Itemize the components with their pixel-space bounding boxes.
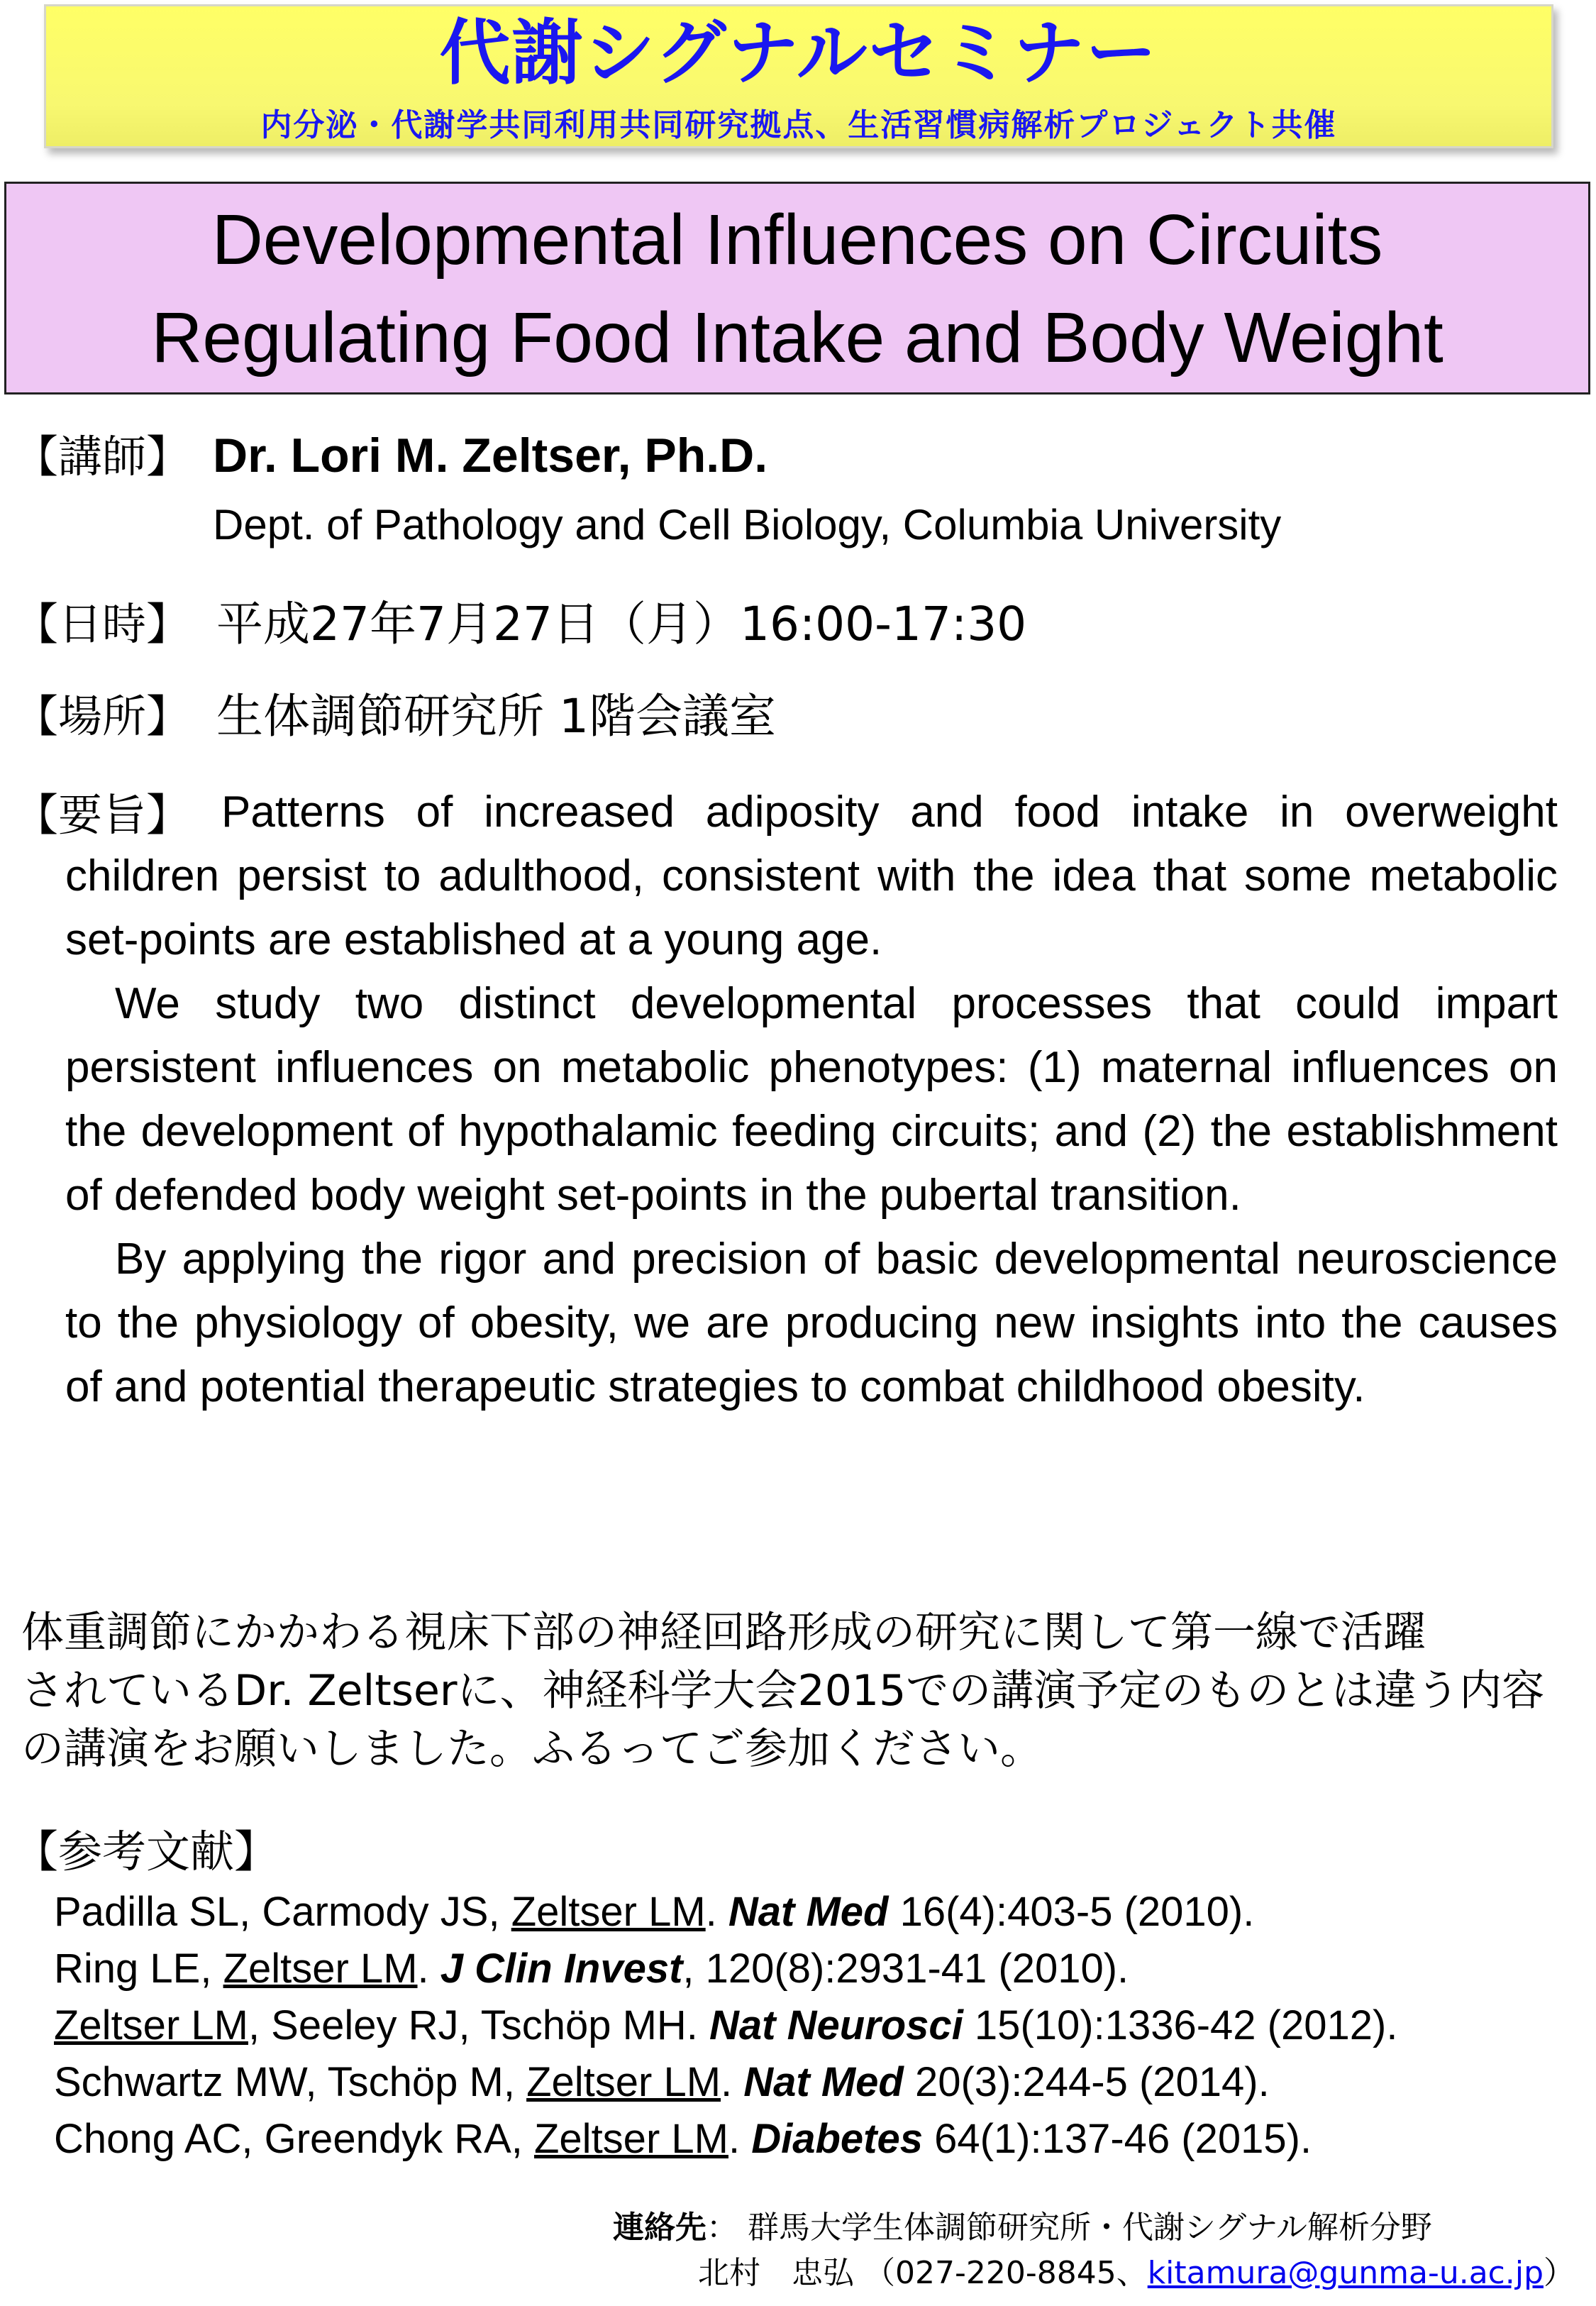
references-label: 【参考文献】 xyxy=(14,1826,279,1877)
datetime-value: 平成27年7月27日（月）16:00-17:30 xyxy=(216,597,1027,651)
seminar-banner xyxy=(44,4,1553,148)
contact-org: ： 群馬大学生体調節研究所・代謝シグナル解析分野 xyxy=(706,2210,1432,2246)
contact-org-row xyxy=(613,2205,1575,2251)
venue-label: 【場所】 xyxy=(14,690,191,742)
note-line-1: 体重調節にかかわる視床下部の神経回路形成の研究に関して第一線で活躍 xyxy=(21,1608,1426,1657)
venue-value: 生体調節研究所 1階会議室 xyxy=(216,689,776,744)
reference-item: Ring LE, Zeltser LM. J Clin Invest, 120(8):2931-41 (2010). xyxy=(54,1946,1129,1992)
speaker-label: 【講師】 xyxy=(14,431,191,482)
abstract-paragraph-1: Patterns of increased adiposity and food intake in overweight children persist to adulthood, consistent with the idea that some metabolic set-points are established at a young age. xyxy=(65,788,1558,964)
talk-title-line-1: Developmental Influences on Circuits xyxy=(211,200,1383,280)
talk-title-box xyxy=(4,182,1590,395)
japanese-note xyxy=(21,1604,1582,1778)
contact-person: 北村 忠弘 （027-220-8845、 xyxy=(698,2255,1148,2291)
note-line-3: の講演をお願いしました。ふるってご参加ください。 xyxy=(21,1724,1043,1774)
reference-item: Padilla SL, Carmody JS, Zeltser LM. Nat Med 16(4):403-5 (2010). xyxy=(54,1889,1255,1935)
banner-subtitle: 内分泌・代謝学共同利用共同研究拠点、生活習慣病解析プロジェクト共催 xyxy=(260,107,1337,143)
abstract-body xyxy=(65,780,1558,1419)
speaker-affiliation: Dept. of Pathology and Cell Biology, Columbia University xyxy=(213,501,1282,548)
contact-person-row: 北村 忠弘 （027-220-8845、kitamura@gunma-u.ac.jp） xyxy=(698,2255,1575,2291)
banner-title: 代謝シグナルセミナー xyxy=(439,11,1158,94)
contact-label: 連絡先 xyxy=(613,2210,707,2246)
talk-title-line-2: Regulating Food Intake and Body Weight xyxy=(151,298,1443,377)
reference-item: Chong AC, Greendyk RA, Zeltser LM. Diabetes 64(1):137-46 (2015). xyxy=(54,2116,1312,2162)
datetime-label: 【日時】 xyxy=(14,598,191,650)
contact-email-link[interactable]: kitamura@gunma-u.ac.jp xyxy=(1147,2255,1544,2291)
abstract-label: 【要旨】 xyxy=(14,789,191,841)
abstract-paragraph-3: By applying the rigor and precision of basic developmental neuroscience to the physiology of obesity, we are producing new insights into the causes of and potential therapeutic strategies to combat childhood obesity. xyxy=(65,1235,1558,1411)
contact-block xyxy=(613,2205,1575,2296)
speaker-name: Dr. Lori M. Zeltser, Ph.D. xyxy=(213,429,768,482)
abstract-paragraph-2: We study two distinct developmental processes that could impart persistent influences on metabolic phenotypes: (1) maternal influences on the development of hypothalamic feeding circuits; and (2) the establishment of defended body weight set-points in the pubertal transition. xyxy=(65,979,1558,1220)
references-list xyxy=(54,1884,1579,2168)
reference-item: Schwartz MW, Tschöp M, Zeltser LM. Nat Med 20(3):244-5 (2014). xyxy=(54,2059,1270,2105)
reference-item: Zeltser LM, Seeley RJ, Tschöp MH. Nat Neurosci 15(10):1336-42 (2012). xyxy=(54,2002,1398,2048)
note-line-2: されているDr. Zeltserに、神経科学大会2015での講演予定のものとは違う内容 xyxy=(21,1666,1545,1716)
